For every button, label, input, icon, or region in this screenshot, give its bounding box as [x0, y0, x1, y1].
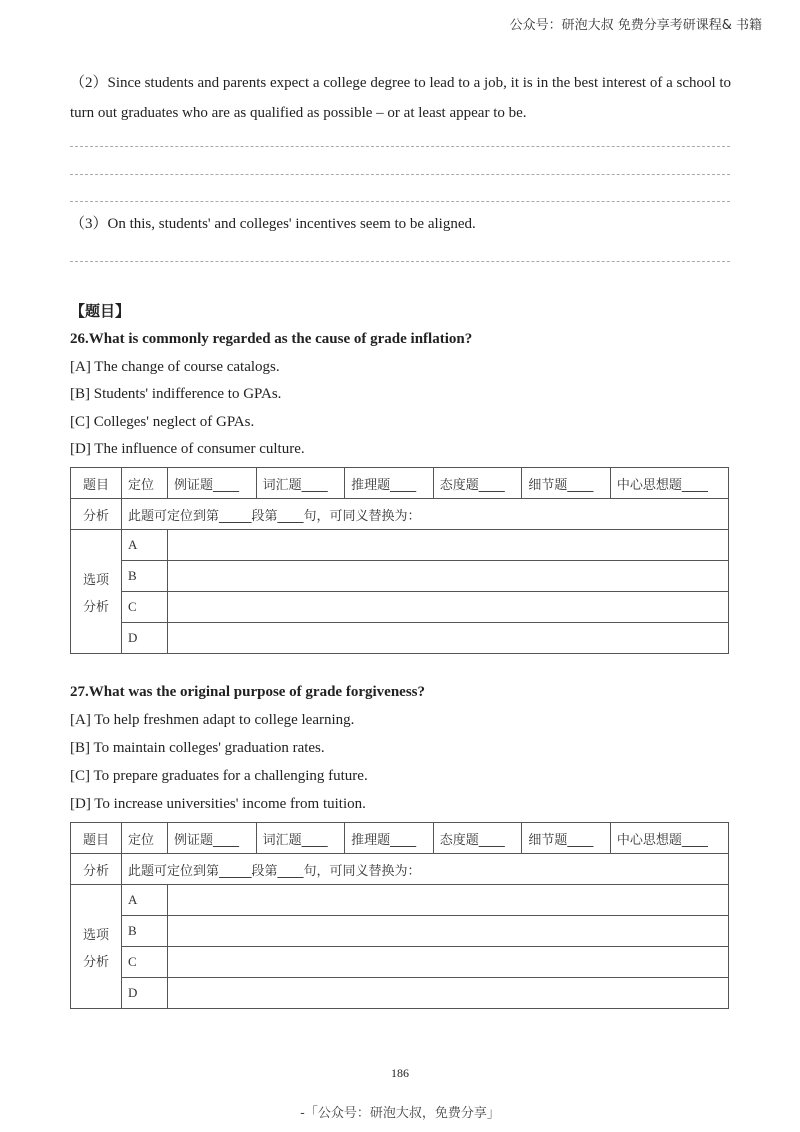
question-type-row [71, 823, 729, 854]
locate-text: 此题可定位到第_____段第____句，可同义替换为： [122, 499, 729, 530]
type-detail: 细节题____ [522, 823, 611, 854]
table-label: 分析 [82, 599, 109, 615]
question-26-option-b: [B] Students' indifference to GPAs. [70, 386, 282, 402]
option-letter: B [122, 561, 168, 592]
answer-cell[interactable] [168, 978, 729, 1009]
option-row-c [71, 592, 729, 623]
question-27-option-b: [B] To maintain colleges' graduation rates. [70, 740, 325, 756]
answer-line [70, 174, 730, 175]
option-row-b [71, 916, 729, 947]
table-label: 题目 [71, 468, 122, 499]
type-attitude: 态度题____ [433, 468, 522, 499]
option-row-d [71, 978, 729, 1009]
sentence-3: （3）On this, students' and colleges' incentives seem to be aligned. [70, 216, 476, 232]
option-letter: D [122, 978, 168, 1009]
table-label: 分析 [71, 854, 122, 885]
section-title: 【题目】 [70, 302, 131, 320]
answer-cell[interactable] [168, 916, 729, 947]
answer-cell[interactable] [168, 561, 729, 592]
question-27-option-d: [D] To increase universities' income from tuition. [70, 796, 366, 812]
table-label: 选项 [82, 927, 109, 943]
type-vocabulary: 词汇题____ [256, 823, 345, 854]
page-number: 186 [391, 1066, 409, 1080]
locate-text: 此题可定位到第_____段第____句，可同义替换为： [122, 854, 729, 885]
option-row-c [71, 947, 729, 978]
question-26-option-a: [A] The change of course catalogs. [70, 359, 280, 375]
question-26-analysis-table [70, 467, 729, 654]
type-example: 例证题____ [168, 468, 257, 499]
answer-cell[interactable] [168, 530, 729, 561]
type-main-idea: 中心思想题____ [610, 468, 728, 499]
answer-line [70, 261, 730, 262]
option-analysis-label [71, 530, 122, 654]
question-27-analysis-table [70, 822, 729, 1009]
answer-cell[interactable] [168, 592, 729, 623]
answer-cell[interactable] [168, 623, 729, 654]
answer-cell[interactable] [168, 885, 729, 916]
locate-row [71, 854, 729, 885]
type-locate: 定位 [122, 468, 168, 499]
option-row-a [71, 885, 729, 916]
question-26-option-c: [C] Colleges' neglect of GPAs. [70, 414, 255, 430]
question-27-option-c: [C] To prepare graduates for a challenging future. [70, 768, 368, 784]
table-label: 分析 [82, 954, 109, 970]
option-row-d [71, 623, 729, 654]
answer-cell[interactable] [168, 947, 729, 978]
question-27-option-a: [A] To help freshmen adapt to college learning. [70, 712, 355, 728]
header-note: 公众号：研泡大叔 免费分享考研课程& 书籍 [509, 18, 762, 33]
option-letter: C [122, 947, 168, 978]
option-letter: A [122, 530, 168, 561]
question-26-option-d: [D] The influence of consumer culture. [70, 441, 305, 457]
type-detail: 细节题____ [522, 468, 611, 499]
table-label: 选项 [82, 572, 109, 588]
type-inference: 推理题____ [345, 823, 434, 854]
locate-row [71, 499, 729, 530]
table-label: 分析 [71, 499, 122, 530]
answer-line [70, 146, 730, 147]
type-vocabulary: 词汇题____ [256, 468, 345, 499]
type-main-idea: 中心思想题____ [610, 823, 728, 854]
option-row-b [71, 561, 729, 592]
option-letter: A [122, 885, 168, 916]
question-26-title: 26.What is commonly regarded as the cause of grade inflation? [70, 331, 473, 347]
option-letter: B [122, 916, 168, 947]
footer-note: -「公众号：研泡大叔，免费分享」 [300, 1106, 500, 1121]
answer-line [70, 201, 730, 202]
option-row-a [71, 530, 729, 561]
option-letter: C [122, 592, 168, 623]
type-example: 例证题____ [168, 823, 257, 854]
sentence-2: （2）Since students and parents expect a college degree to lead to a job, it is in the best interest of a school to turn out graduates who are as qualified as possible – or at least appear to be. [70, 75, 732, 121]
option-letter: D [122, 623, 168, 654]
type-locate: 定位 [122, 823, 168, 854]
question-type-row [71, 468, 729, 499]
table-label: 题目 [71, 823, 122, 854]
question-27-title: 27.What was the original purpose of grade forgiveness? [70, 684, 425, 700]
type-inference: 推理题____ [345, 468, 434, 499]
type-attitude: 态度题____ [433, 823, 522, 854]
option-analysis-label [71, 885, 122, 1009]
